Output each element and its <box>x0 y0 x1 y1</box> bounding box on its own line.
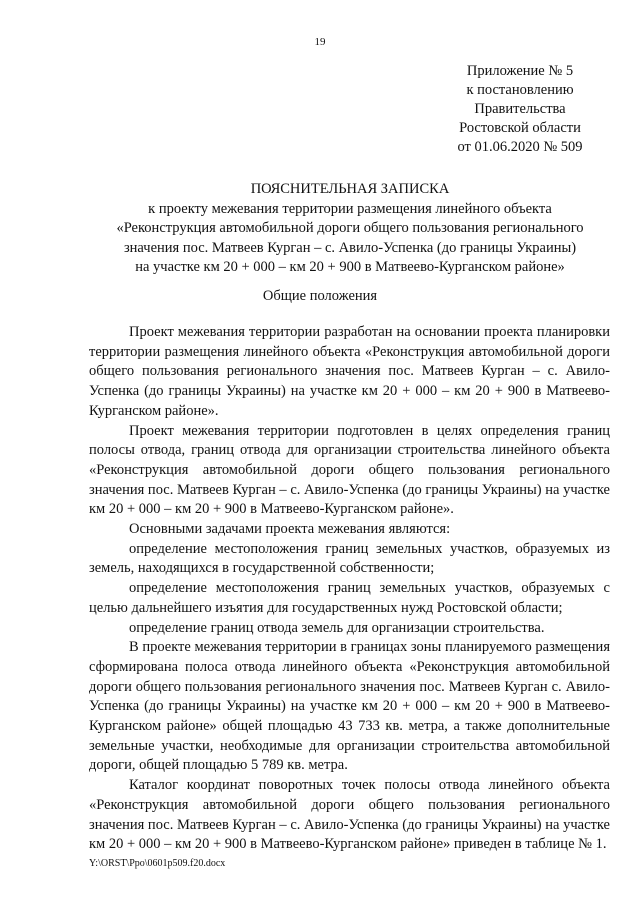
appendix-line: Правительства <box>474 101 566 117</box>
paragraph: Каталог координат поворотных точек полосы отвода линейного объекта «Реконструкция автомобильной дороги общего пользования регионального значения пос. Матвеев Курган – с. Авило-Успенка (до границы Украины) на участке км 20 + 000 – км 20 + 900 в Матвеево-Курганском районе» приведен в таблице № 1. <box>89 777 610 853</box>
appendix-line: от 01.06.2020 № 509 <box>457 139 583 155</box>
title-line: к проекту межевания территории размещения линейного объекта <box>148 200 552 217</box>
appendix-line: Приложение № 5 <box>466 63 574 79</box>
appendix-line: Ростовской области <box>459 120 581 136</box>
paragraph: Проект межевания территории подготовлен в целях определения границ полосы отвода, границ отвода для организации строительства линейного объекта «Реконструкция автомобильной дороги общего пользования регионального значения пос. Матвеев Курган – с. Авило-Успенка (до границы Украины) на участке км 20 + 000 – км 20 + 900 в Матвеево-Курганском районе». <box>89 422 610 518</box>
title-heading: ПОЯСНИТЕЛЬНАЯ ЗАПИСКА <box>250 181 450 197</box>
footer-file-path: Y:\ORST\Ppo\0601p509.f20.docx <box>89 858 226 869</box>
paragraph: В проекте межевания территории в границах зоны планируемого размещения сформирована полоса отвода линейного объекта «Реконструкция автомобильной дороги общего пользования регионального значения пос. Матвеев Курган с. Авило-Успенка (до границы Украины) на участке км 20 + 000 – км 20 + 900 в Матвеево-Курганском районе» общей площадью 43 733 кв. метра, а также дополнительные земельные участки, необходимые для организации строительства автомобильной дороги, общей площадью 5 789 кв. метра. <box>89 639 610 774</box>
appendix-line: к постановлению <box>466 82 574 98</box>
paragraph: определение местоположения границ земельных участков, образуемых с целью дальнейшего изъятия для государственных нужд Ростовской области; <box>89 580 610 616</box>
paragraph: Проект межевания территории разработан на основании проекта планировки территории размещения линейного объекта «Реконструкция автомобильной дороги общего пользования регионального значения пос. Матвеев Курган – с. Авило-Успенка (до границы Украины) на участке км 20 + 000 – км 20 + 900 в Матвеево-Курганском районе». <box>89 324 610 419</box>
title-line: «Реконструкция автомобильной дороги общего пользования регионального <box>116 220 584 236</box>
title-line: значения пос. Матвеев Курган – с. Авило-Успенка (до границы Украины) <box>123 239 577 256</box>
paragraph: Основными задачами проекта межевания являются: <box>129 521 451 538</box>
appendix-block <box>440 62 600 157</box>
page-number: 19 <box>314 36 326 48</box>
body-text <box>89 323 610 855</box>
paragraph: определение местоположения границ земельных участков, образуемых из земель, находящихся в государственной собственности; <box>89 540 610 577</box>
document-title <box>80 180 620 278</box>
title-line: на участке км 20 + 000 – км 20 + 900 в Матвеево-Курганском районе» <box>135 259 565 275</box>
paragraph: определение границ отвода земель для организации строительства. <box>129 619 545 636</box>
section-title: Общие положения <box>262 288 378 304</box>
